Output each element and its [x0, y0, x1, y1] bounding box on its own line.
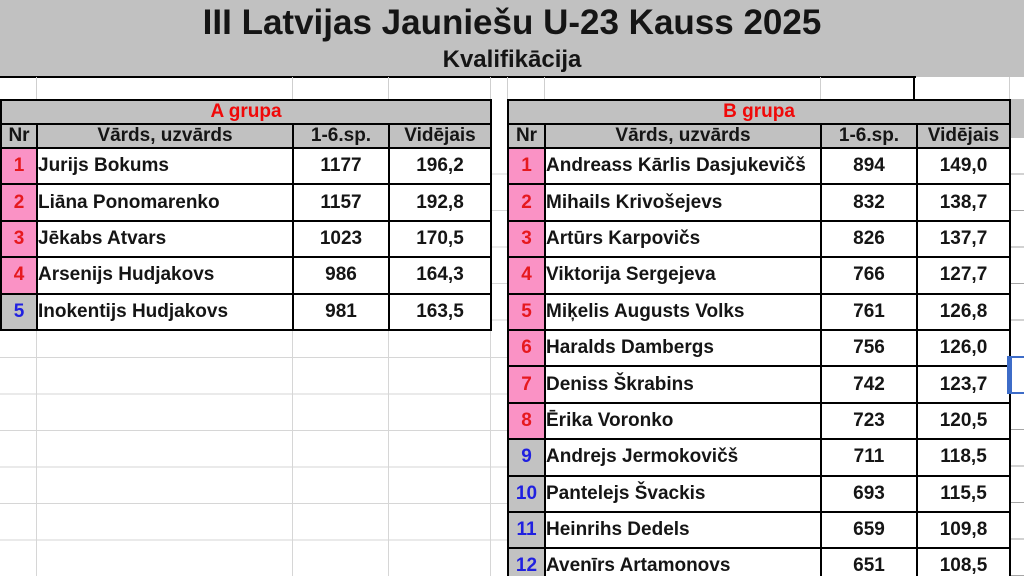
rank-cell[interactable]: 10: [508, 476, 545, 512]
group-b-title[interactable]: B grupa: [508, 100, 1010, 124]
table-row: [508, 366, 1010, 402]
gridline: [544, 77, 545, 99]
rank-cell[interactable]: 9: [508, 439, 545, 475]
rank-cell[interactable]: 3: [508, 221, 545, 257]
gridline: [292, 77, 293, 99]
group-a-table: [0, 99, 492, 331]
col-header-name[interactable]: Vārds, uzvārds: [37, 124, 293, 148]
table-row: [508, 294, 1010, 330]
table-row: [508, 257, 1010, 293]
col-header-nr[interactable]: Nr: [508, 124, 545, 148]
average-cell[interactable]: 137,7: [917, 221, 1010, 257]
rank-cell[interactable]: 2: [1, 184, 37, 220]
selection-cursor[interactable]: [1007, 356, 1024, 394]
games-cell[interactable]: 761: [821, 294, 917, 330]
rank-cell[interactable]: 7: [508, 366, 545, 402]
rank-cell[interactable]: 1: [1, 148, 37, 184]
name-cell[interactable]: Viktorija Sergejeva: [545, 257, 821, 293]
col-header-games[interactable]: 1-6.sp.: [293, 124, 389, 148]
name-cell[interactable]: Miķelis Augusts Volks: [545, 294, 821, 330]
average-cell[interactable]: 127,7: [917, 257, 1010, 293]
table-row: [508, 439, 1010, 475]
games-cell[interactable]: 659: [821, 512, 917, 548]
games-cell[interactable]: 832: [821, 184, 917, 220]
games-cell[interactable]: 651: [821, 548, 917, 576]
name-cell[interactable]: Ērika Voronko: [545, 403, 821, 439]
table-row: [1, 184, 491, 220]
games-cell[interactable]: 742: [821, 366, 917, 402]
name-cell[interactable]: Avenīrs Artamonovs: [545, 548, 821, 576]
table-row: [508, 221, 1010, 257]
gridline: [388, 322, 389, 576]
table-row: [1, 148, 491, 184]
col-header-name[interactable]: Vārds, uzvārds: [545, 124, 821, 148]
gridline: [490, 322, 491, 576]
gridline: [36, 77, 37, 99]
games-cell[interactable]: 981: [293, 294, 389, 330]
empty-row-top-border: [0, 76, 916, 78]
gridline: [1009, 77, 1010, 99]
games-cell[interactable]: 986: [293, 257, 389, 293]
average-cell[interactable]: 120,5: [917, 403, 1010, 439]
title-band: [0, 0, 1024, 77]
col-header-average[interactable]: Vidējais: [389, 124, 491, 148]
name-cell[interactable]: Andrejs Jermokovičš: [545, 439, 821, 475]
table-row: [508, 476, 1010, 512]
games-cell[interactable]: 826: [821, 221, 917, 257]
table-row: [508, 148, 1010, 184]
games-cell[interactable]: 693: [821, 476, 917, 512]
rank-cell[interactable]: 6: [508, 330, 545, 366]
average-cell[interactable]: 164,3: [389, 257, 491, 293]
gridline: [388, 77, 389, 99]
name-cell[interactable]: Andreass Kārlis Dasjukevičš: [545, 148, 821, 184]
rank-cell[interactable]: 4: [1, 257, 37, 293]
name-cell[interactable]: Inokentijs Hudjakovs: [37, 294, 293, 330]
average-cell[interactable]: 115,5: [917, 476, 1010, 512]
table-row: [508, 330, 1010, 366]
average-cell[interactable]: 196,2: [389, 148, 491, 184]
gridline: [490, 77, 491, 99]
average-cell[interactable]: 108,5: [917, 548, 1010, 576]
group-b-table: [507, 99, 1011, 576]
name-cell[interactable]: Deniss Škrabins: [545, 366, 821, 402]
name-cell[interactable]: Jurijs Bokums: [37, 148, 293, 184]
empty-row-right-border: [913, 77, 915, 99]
rank-cell[interactable]: 5: [508, 294, 545, 330]
rank-cell[interactable]: 2: [508, 184, 545, 220]
rank-cell[interactable]: 4: [508, 257, 545, 293]
gridline: [292, 322, 293, 576]
games-cell[interactable]: 766: [821, 257, 917, 293]
gridline: [507, 77, 508, 99]
average-cell[interactable]: 118,5: [917, 439, 1010, 475]
table-row: [1, 294, 491, 330]
average-cell[interactable]: 123,7: [917, 366, 1010, 402]
average-cell[interactable]: 170,5: [389, 221, 491, 257]
average-cell[interactable]: 126,8: [917, 294, 1010, 330]
rank-cell[interactable]: 8: [508, 403, 545, 439]
name-cell[interactable]: Mihails Krivošejevs: [545, 184, 821, 220]
name-cell[interactable]: Liāna Ponomarenko: [37, 184, 293, 220]
rank-cell[interactable]: 11: [508, 512, 545, 548]
average-cell[interactable]: 138,7: [917, 184, 1010, 220]
name-cell[interactable]: Pantelejs Švackis: [545, 476, 821, 512]
gridline: [820, 77, 821, 99]
games-cell[interactable]: 723: [821, 403, 917, 439]
rank-cell[interactable]: 3: [1, 221, 37, 257]
games-cell[interactable]: 711: [821, 439, 917, 475]
rank-cell[interactable]: 5: [1, 294, 37, 330]
rank-cell[interactable]: 1: [508, 148, 545, 184]
table-row: [1, 221, 491, 257]
gridlines-below-table-a: [0, 322, 507, 576]
name-cell[interactable]: Arsenijs Hudjakovs: [37, 257, 293, 293]
games-cell[interactable]: 1177: [293, 148, 389, 184]
average-cell[interactable]: 126,0: [917, 330, 1010, 366]
average-cell[interactable]: 192,8: [389, 184, 491, 220]
name-cell[interactable]: Jēkabs Atvars: [37, 221, 293, 257]
name-cell[interactable]: Artūrs Karpovičs: [545, 221, 821, 257]
games-cell[interactable]: 756: [821, 330, 917, 366]
group-a-title[interactable]: A grupa: [1, 100, 491, 124]
col-header-average[interactable]: Vidējais: [917, 124, 1010, 148]
games-cell[interactable]: 1023: [293, 221, 389, 257]
page-title: III Latvijas Jauniešu U-23 Kauss 2025: [202, 3, 822, 42]
average-cell[interactable]: 149,0: [917, 148, 1010, 184]
page-subtitle: Kvalifikācija: [442, 46, 582, 73]
gridline: [36, 322, 37, 576]
average-cell[interactable]: 163,5: [389, 294, 491, 330]
rank-cell[interactable]: 12: [508, 548, 545, 576]
col-header-nr[interactable]: Nr: [1, 124, 37, 148]
games-cell[interactable]: 894: [821, 148, 917, 184]
name-cell[interactable]: Haralds Dambergs: [545, 330, 821, 366]
table-row: [1, 257, 491, 293]
average-cell[interactable]: 109,8: [917, 512, 1010, 548]
name-cell[interactable]: Heinrihs Dedels: [545, 512, 821, 548]
header-row-right-fill: [1009, 99, 1024, 138]
games-cell[interactable]: 1157: [293, 184, 389, 220]
col-header-games[interactable]: 1-6.sp.: [821, 124, 917, 148]
table-row: [508, 512, 1010, 548]
table-row: [508, 403, 1010, 439]
table-row: [508, 548, 1010, 576]
table-row: [508, 184, 1010, 220]
gridlines-between-tables: [490, 138, 507, 322]
